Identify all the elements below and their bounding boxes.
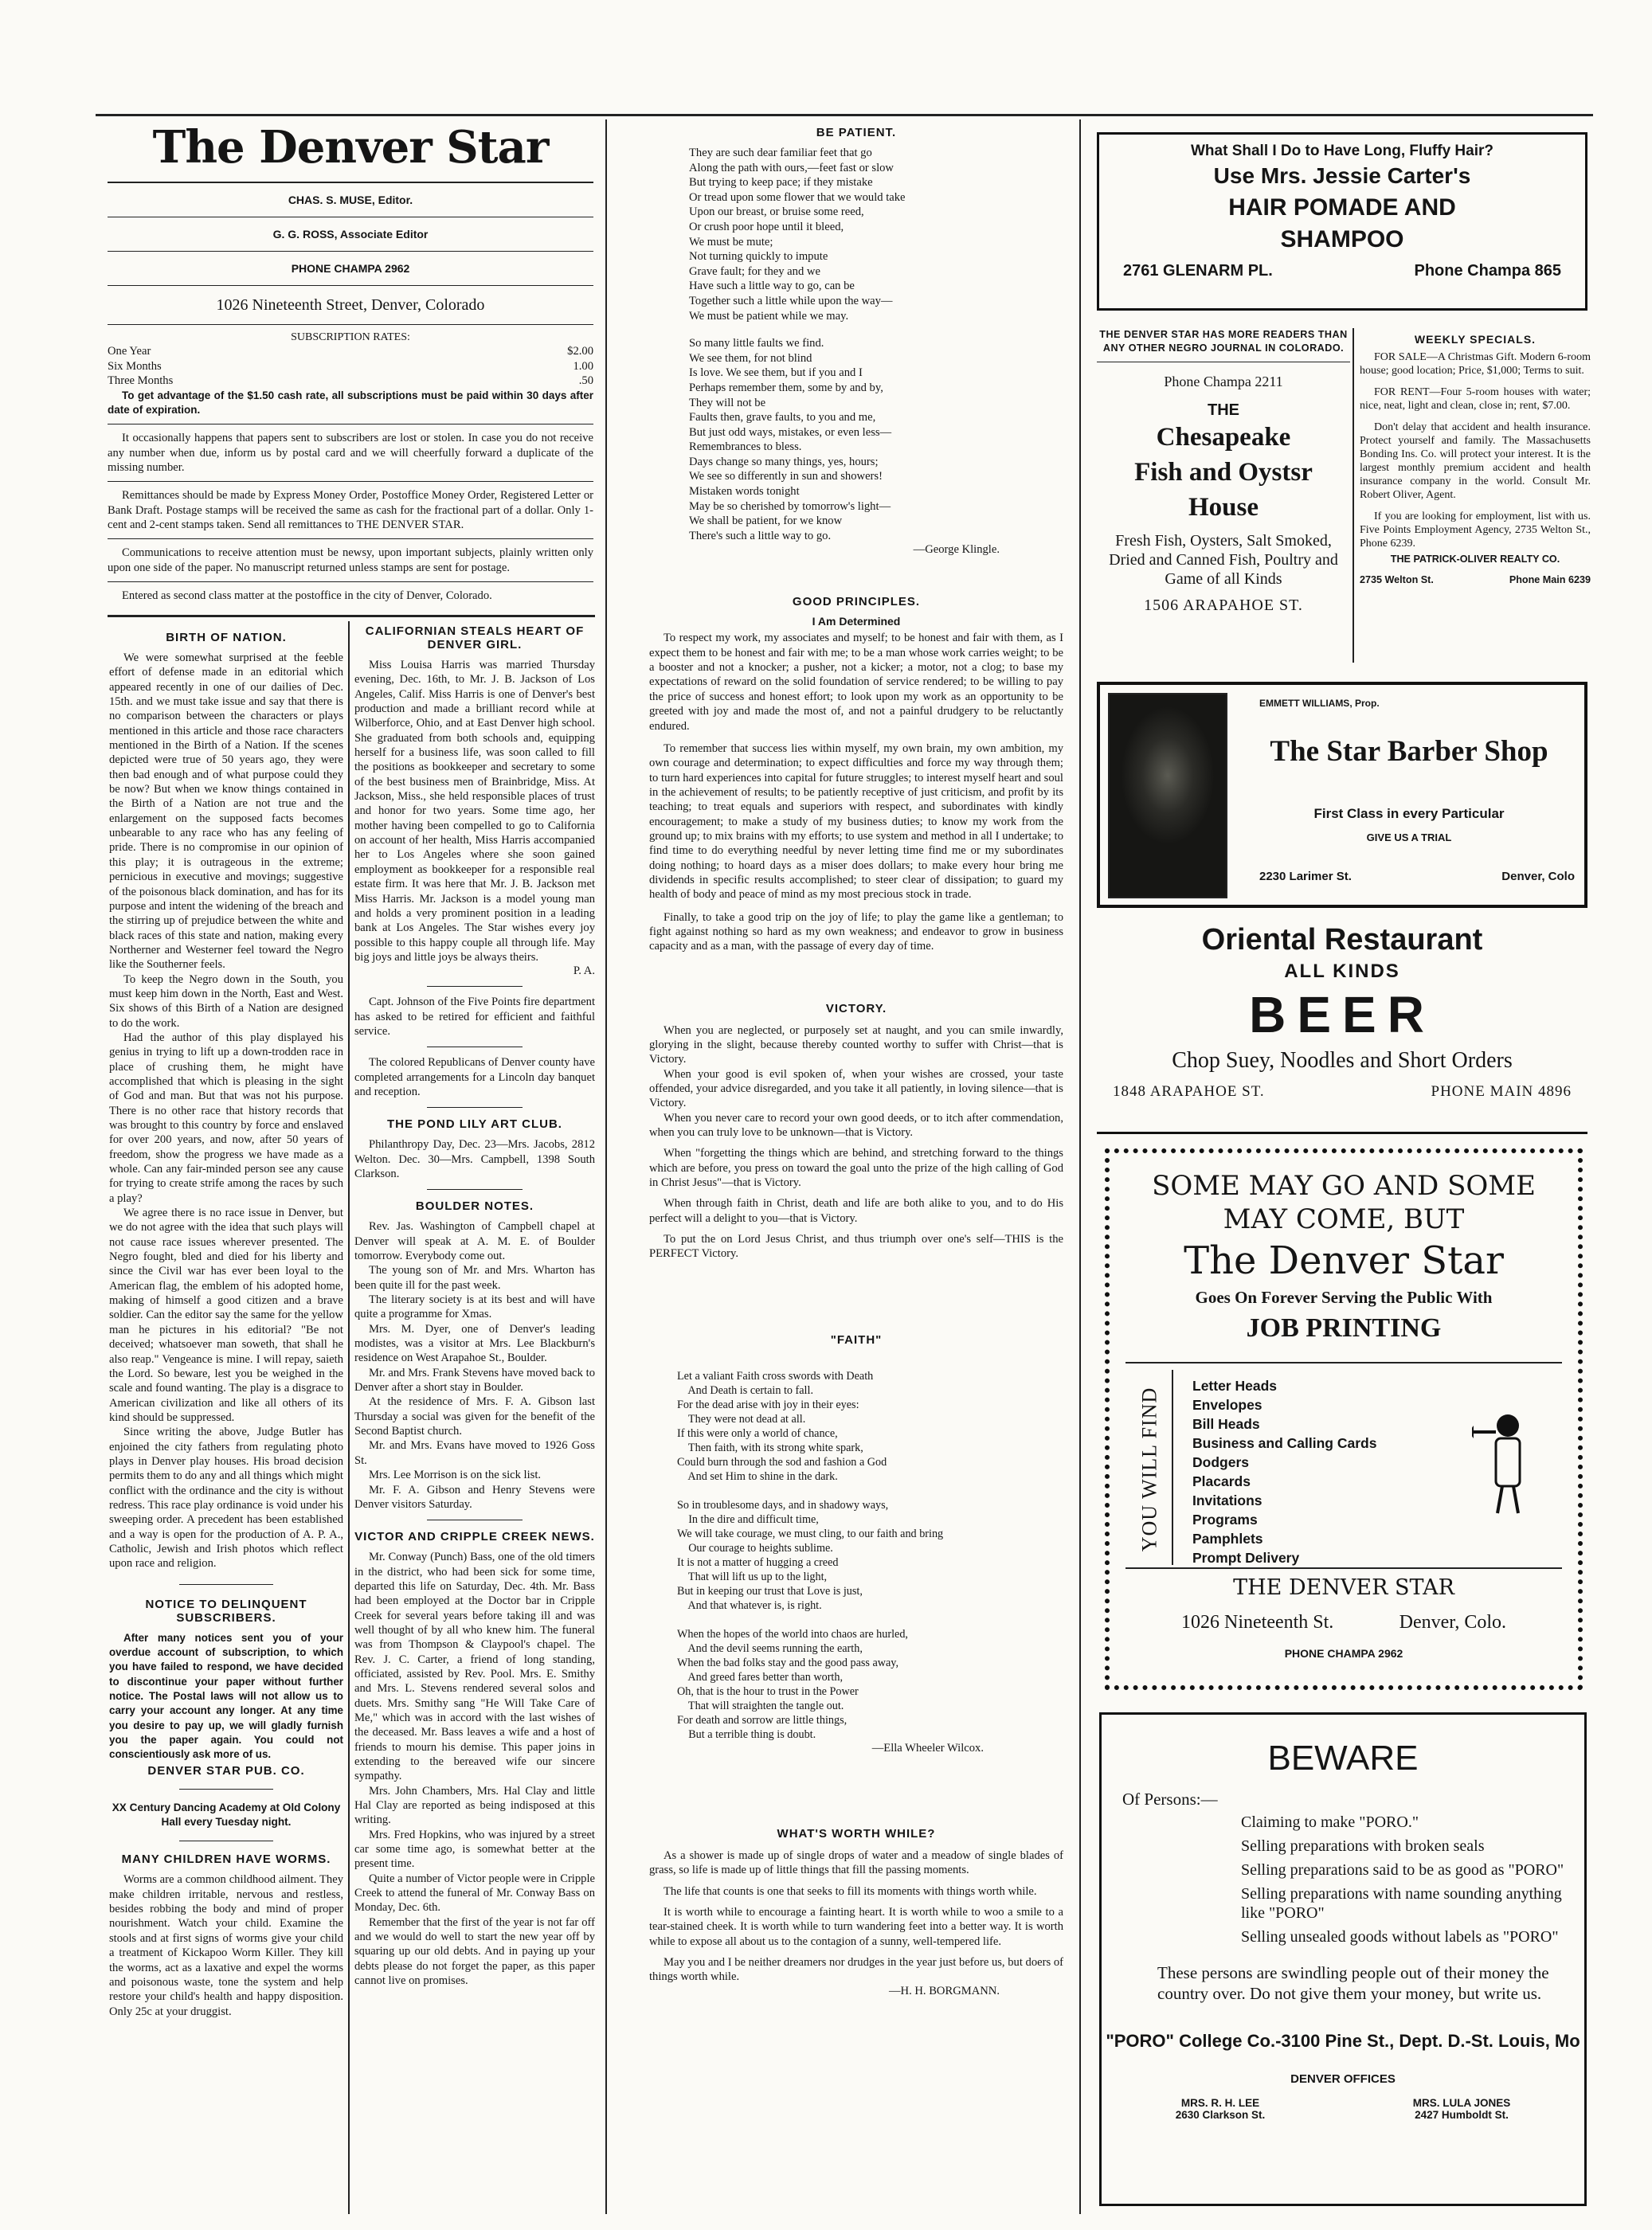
- barber-tagline: First Class in every Particular: [1313, 806, 1505, 821]
- article-heading: THE POND LILY ART CLUB.: [387, 1117, 562, 1132]
- article-paragraph: The colored Republicans of Denver county have completed arrangements for a Lincoln day banquet and reception.: [354, 1056, 595, 1098]
- specials-paragraph: If you are looking for employment, list with us. Five Points Employment Agency, 2735 Welton St., Phone 6239.: [1360, 511, 1591, 550]
- article-heading: BOULDER NOTES.: [415, 1199, 534, 1214]
- offices-heading: DENVER OFFICES: [1290, 2072, 1396, 2086]
- article-paragraph: When you never care to record your own good deeds, or to itch after commendation, when you can truly love to be unknown—that is Victory.: [649, 1111, 1063, 1140]
- divider: [179, 1789, 273, 1790]
- remit-note: Remittances should be made by Express Money Order, Postoffice Money Order, Registered Letter or Bank Draft. Postage stamps will be received the same as cash for the fractional part of a dollar. Only 1-cent and 2-cent stamps taken. Send all remittances to THE DENVER STAR.: [108, 489, 593, 531]
- ad-question: What Shall I Do to Have Long, Fluffy Hair?: [1190, 143, 1493, 159]
- printing-item: Placards: [1192, 1473, 1251, 1489]
- article-paragraph: Rev. Jas. Washington of Campbell chapel at Denver will speak at A. M. E. of Boulder tomorrow. Everybody come out.: [354, 1220, 595, 1262]
- barber-photo: [1108, 693, 1227, 898]
- restaurant-name: Oriental Restaurant: [1201, 923, 1483, 957]
- printing-item: Bill Heads: [1192, 1416, 1260, 1432]
- article-paragraph: To put the on Lord Jesus Christ, and thus triumph over one's self—THIS is the PERFECT Victory.: [649, 1233, 1063, 1261]
- poem-stanza: They are such dear familiar feet that go Along the path with ours,—feet fast or slow But trying to keep pace; if they mistake Or tread upon some flower that we would take Upon our breast, or bruise some reed, Or crush poor hope until it bleed, We must be mute; Not turning quickly to impute Grave fault; for they and we Have such a little way to go, can be Together such a little while upon the way— We must be patient while we may.: [689, 147, 906, 323]
- article-paragraph: Since writing the above, Judge Butler has enjoined the city fathers from regulating photo plays in Denver play houses. His broad decision permits them to do any and all things which might conflict with the ordinance and the city is without redress. This race play ordinance is void under his sweeping order. A precedent has been established and a way is open for the production of A. P. A., Catholic, Jewish and Irish photos which reflect upon race and religion.: [109, 1426, 343, 1571]
- side-label-box: [1125, 1370, 1173, 1565]
- article-paragraph: As a shower is made up of single drops of water and a meadow of single blades of grass, so life is made up of little things that fill the passing moments.: [649, 1849, 1063, 1877]
- divider: [108, 324, 593, 325]
- article-paragraph: Mr. Conway (Punch) Bass, one of the old timers in the district, who had been sick for some time, departed this life on Saturday, Dec. 4th. Mr. Bass had been employed at the Doctor bar in Cripple Creek for several years before taking ill and was well thought of by all who knew him. The funeral was from Thompson & Claypool's chapel. The Rev. J. C. Carter, a friend of long standing, officiated, assisted by Rev. Pool. Mrs. E. Smithy and Mrs. L. Stevens rendered several solos and duets. Mrs. Smithy sang "He Will Take Care of Me," which was in accord with the last wishes of the deceased. Mr. Bass leaves a wife and a host of friends to mourn his demise. This paper joins in extending to the bereaved wife our sincere sympathy.: [354, 1551, 595, 1783]
- office: MRS. LULA JONES 2427 Humboldt St.: [1412, 2097, 1511, 2121]
- printing-name: The Denver Star: [1184, 1238, 1504, 1283]
- article-paragraph: We were somewhat surprised at the feeble effort of defense made in an editorial which appeared recently in one of our dailies of Dec. 15th. and we must take issue and say that there is no comparison between the characters or plays mentioned in this article and those race characters mentioned in the Birth of a Nation. If the scenes depicted were true of 50 years ago, they were then bad enough and of what purpose could they be now? But when we know things contained in the Birth of a Nation are not true and the enlargement on the supposed facts becomes unbearable to any race who has any feeling of pride. There is no compromise in our opinion of this play; it is outrageous in the extreme; pernicious in executive and movings; suggestive of the poisonous black domination, and has for its purpose and intent the widening of the breach and the stirring up of prejudice between the white and black races of this state and nation, making every Northerner and Westerner feel toward the Negro like the Southerner feels.: [109, 651, 343, 972]
- hair-pomade-ad: [1097, 132, 1587, 311]
- delinquent-body: After many notices sent you of your overdue account of subscription, to which you have failed to respond, we have decided to discontinue your paper without further notice. The Postal laws will not allow us to carry your account any longer. At any time you desire to pay up, we will gladly furnish you the paper again. You could not conscientiously ask more of us.: [109, 1631, 343, 1761]
- article-paragraph: Mrs. Lee Morrison is on the sick list.: [369, 1469, 542, 1482]
- restaurant-menu: Chop Suey, Noodles and Short Orders: [1172, 1048, 1513, 1073]
- beware-of: Of Persons:—: [1122, 1790, 1218, 1809]
- entered-note: Entered as second class matter at the postoffice in the city of Denver, Colorado.: [122, 589, 492, 602]
- associate-editor: G. G. ROSS, Associate Editor: [272, 228, 429, 241]
- restaurant-all: ALL KINDS: [1284, 960, 1400, 982]
- article-paragraph: Finally, to take a good trip on the joy of life; to play the game like a gentleman; to fight against nothing so hard as my own weakness; and endeavor to grow in business capacity and as a man, with the passage of every day of time.: [649, 910, 1063, 953]
- article-paragraph: To respect my work, my associates and myself; to be honest and fair with them, as I expect them to be honest and fair with me; to be a man whose work carries weight; to be a booster and not a knocker; a pusher, not a kicker; a motor, not a clog; to base my expectations of reward on the solid foundation of service rendered; to be willing to pay the price of success and honest effort; to look upon my work as an opportunity to be greeted with joy and made the most of, and not a painful drudgery to be reluctantly endured.: [649, 632, 1063, 733]
- office: MRS. R. H. LEE 2630 Clarkson St.: [1175, 2097, 1266, 2121]
- poro-college: "PORO" College Co.-3100 Pine St., Dept. D.-St. Louis, Mo: [1106, 2031, 1580, 2051]
- article-paragraph: When your good is evil spoken of, when your wishes are crossed, your taste offended, your advice disregarded, and you take it all patiently, in loving silence—that is Victory.: [649, 1067, 1063, 1110]
- article-paragraph: The young son of Mr. and Mrs. Wharton has been quite ill for the past week.: [354, 1264, 595, 1292]
- article-paragraph: Mr. and Mrs. Evans have moved to 1926 Goss St.: [354, 1439, 595, 1467]
- beware-item: Selling preparations said to be as good as "PORO": [1241, 1861, 1564, 1879]
- printing-line: MAY COME, BUT: [1223, 1203, 1465, 1235]
- ad-line: SHAMPOO: [1280, 226, 1404, 252]
- printing-items: [1192, 1376, 1376, 1567]
- article-paragraph: May you and I be neither dreamers nor drudges in the year just before us, but doers of things worth while.: [649, 1955, 1063, 1984]
- chesapeake-phone: Phone Champa 2211: [1164, 374, 1283, 389]
- printing-goes: Goes On Forever Serving the Public With: [1195, 1288, 1493, 1307]
- article-paragraph: When "forgetting the things which are behind, and stretching forward to the things which are before, you press on toward the goal unto the prize of the high calling of God in Christ Jesus"—that is Victory.: [649, 1147, 1063, 1190]
- readership-note: THE DENVER STAR HAS MORE READERS THAN ANY OTHER NEGRO JOURNAL IN COLORADO.: [1099, 329, 1348, 354]
- printing-item: Envelopes: [1192, 1397, 1262, 1413]
- realty-footer: [1360, 574, 1591, 585]
- barber-shop-ad: [1097, 682, 1587, 908]
- delinquent-signature: DENVER STAR PUB. CO.: [147, 1763, 305, 1778]
- printing-phone: PHONE CHAMPA 2962: [1284, 1647, 1403, 1660]
- printing-item: Dodgers: [1192, 1454, 1249, 1470]
- ad-line: HAIR POMADE AND: [1228, 194, 1456, 221]
- article-paragraph: Mrs. Fred Hopkins, who was injured by a street car some time ago, is somewhat better at the present time.: [354, 1828, 595, 1871]
- second-column: [354, 621, 595, 2206]
- specials-paragraph: Don't delay that accident and health insurance. Protect yourself and family. The Massachusetts Bonding Ins. Co. will protect your interest. It is the largest monthly premium accident and health insurance company in the world. Consult Mr. Robert Oliver, Agent.: [1360, 421, 1591, 501]
- article-heading: NOTICE TO DELINQUENT SUBSCRIBERS.: [145, 1597, 307, 1625]
- article-heading: WHAT'S WORTH WHILE?: [777, 1826, 936, 1841]
- poem-author: —George Klingle.: [913, 543, 1000, 557]
- printing-item: Business and Calling Cards: [1192, 1435, 1377, 1451]
- poem-heading: "FAITH": [830, 1332, 883, 1347]
- realty-phone: Phone Main 6239: [1509, 574, 1591, 585]
- ad-phone: Phone Champa 865: [1414, 262, 1561, 280]
- printing-item: Prompt Delivery: [1192, 1550, 1300, 1566]
- article-paragraph: Worms are a common childhood ailment. They make children irritable, nervous and restless, besides robbing the body and mind of proper nourishment. Watch your child. Examine the stools and at first signs of worms give your child a treatment of Kickapoo Worm Killer. They kill the worms, act as a laxative and expel the worms and poisonous waste, tone the system and help restore your child's health and happy disposition. Only 25c at your druggist.: [109, 1873, 343, 2018]
- column-rule: [605, 119, 607, 2214]
- barber-trial: GIVE US A TRIAL: [1366, 831, 1452, 843]
- barber-city: Denver, Colo: [1501, 870, 1575, 883]
- rates-table: [108, 344, 593, 389]
- divider: [1125, 1567, 1562, 1569]
- barber-proprietor: EMMETT WILLIAMS, Prop.: [1259, 698, 1380, 709]
- divider: [108, 182, 593, 183]
- article-paragraph: It is worth while to encourage a fainting heart. It is worth while to woo a smile to a tear-stained cheek. It is worth while to turn wandering feet into a better way. It is worth while to expose all about us to the contagion of a sunny, well-tempered life.: [649, 1905, 1063, 1948]
- beware-ad: [1099, 1712, 1587, 2206]
- top-rule: [96, 114, 1593, 116]
- divider: [108, 251, 593, 252]
- article-paragraph: Quite a number of Victor people were in Cripple Creek to attend the funeral of Mr. Conway Bass on Monday, Dec. 6th.: [354, 1872, 595, 1915]
- article-paragraph: We agree there is no race issue in Denver, but we do not agree with the idea that such plays will not cause race issues wherever presented. The Negro fought, bled and died for his liberty and since the Civil war has ever been loyal to the American flag, the emblem of his adopted home, making of himself a good citizen and a brave soldier. Can the editor say the same for the yellow man he pictures in his editorial? "Be not deceived; whatsoever man soweth, that shall he also reap." Vengeance is mine. I will repay, saieth the Lord. So beware, lest you be weighed in the scale and found wanting. The play is a disgrace to American civilization and like all others of its kind should be suppressed.: [109, 1207, 343, 1424]
- ad-address: 2761 GLENARM PL.: [1123, 262, 1273, 280]
- beware-item: Claiming to make "PORO.": [1241, 1813, 1419, 1831]
- beware-item: Selling preparations with broken seals: [1241, 1837, 1485, 1855]
- article-paragraph: Mr. F. A. Gibson and Henry Stevens were Denver visitors Saturday.: [354, 1483, 595, 1511]
- article-paragraph: Remember that the first of the year is not far off and we would do well to start the new year off by squaring up our old debts. And in paying up your debts please do not forget the paper, as this paper cannot live on promises.: [354, 1915, 595, 1988]
- column-rule: [348, 621, 350, 2214]
- article-paragraph: The life that counts is one that seeks to fill its moments with things worth while.: [664, 1884, 1037, 1898]
- divider: [108, 538, 593, 539]
- article-heading: BIRTH OF NATION.: [166, 631, 287, 644]
- ad-line: Use Mrs. Jessie Carter's: [1213, 163, 1471, 188]
- cash-note: To get advantage of the $1.50 cash rate, all subscriptions must be paid within 30 days after date of expiration.: [108, 389, 593, 416]
- masthead: [108, 119, 593, 613]
- specials-paragraph: FOR SALE—A Christmas Gift. Modern 6-room house; good location; Price, $1,000; Terms to suit.: [1360, 351, 1591, 377]
- specials-paragraph: FOR RENT—Four 5-room houses with water; nice, neat, light and clean, close in; rent, $7.00.: [1360, 386, 1591, 412]
- divider: [108, 481, 593, 482]
- beware-warning: These persons are swindling people out of their money the country over. Do not give them your money, but write us.: [1157, 1963, 1549, 2003]
- chesapeake-address: 1506 ARAPAHOE ST.: [1144, 597, 1303, 614]
- printing-line: SOME MAY GO AND SOME: [1152, 1170, 1536, 1202]
- poem-author: —Ella Wheeler Wilcox.: [871, 1741, 984, 1755]
- article-paragraph: At the residence of Mrs. F. A. Gibson last Thursday a social was given for the benefit of the Second Baptist church.: [354, 1395, 595, 1438]
- chesapeake-name: Fish and Oystsr: [1134, 458, 1313, 487]
- weekly-specials: [1360, 328, 1591, 663]
- barber-name: The Star Barber Shop: [1270, 735, 1548, 768]
- article-heading: VICTORY.: [825, 1001, 887, 1015]
- article-paragraph: Mrs. John Chambers, Mrs. Hal Clay and little Hal Clay are reported as being indisposed at this writing.: [354, 1784, 595, 1827]
- divider: [427, 1189, 523, 1190]
- article-paragraph: Philanthropy Day, Dec. 23—Mrs. Jacobs, 2812 Welton. Dec. 30—Mrs. Campbell, 1398 South Clarkson.: [354, 1138, 595, 1180]
- article-author: —H. H. BORGMANN.: [888, 1984, 1000, 1997]
- divider: [427, 986, 523, 987]
- article-heading: MANY CHILDREN HAVE WORMS.: [121, 1852, 331, 1867]
- article-paragraph: Capt. Johnson of the Five Points fire department has asked to be retired for efficient and faithful service.: [354, 996, 595, 1038]
- masthead-bottom-rule: [108, 615, 595, 617]
- printing-job: JOB PRINTING: [1246, 1313, 1442, 1343]
- article-paragraph: The literary society is at its best and will have quite a programme for Xmas.: [354, 1293, 595, 1321]
- divider: [108, 285, 593, 286]
- article-paragraph: When you are neglected, or purposely set at naught, and you can smile inwardly, glorying in the slight, because thereby counted worthy to suffer with Christ—that is Victory.: [649, 1023, 1063, 1066]
- masthead-address: 1026 Nineteenth Street, Denver, Colorado: [216, 296, 485, 314]
- chesapeake-desc: Fresh Fish, Oysters, Salt Smoked, Dried and Canned Fish, Poultry and Game of all Kinds: [1109, 532, 1338, 588]
- beware-item: Selling unsealed goods without labels as "PORO": [1241, 1928, 1559, 1946]
- divider: [179, 1584, 273, 1585]
- printing-star: THE DENVER STAR: [1233, 1575, 1454, 1600]
- printing-address: 1026 Nineteenth St.: [1181, 1612, 1334, 1633]
- article-paragraph: Mrs. M. Dyer, one of Denver's leading modistes, was a visitor at Mrs. Lee Blackburn's residence on West Arapahoe St., Boulder.: [354, 1322, 595, 1365]
- job-printing-ad: [1105, 1148, 1583, 1690]
- bugler-icon: [1472, 1408, 1544, 1520]
- article-paragraph: To remember that success lies within myself, my own brain, my own ambition, my own courage and determination; to expect difficulties and force my way through them; to turn hard experiences into capital for future struggles; to interest myself heart and soul in the achievement of results; to be patiently receptive of just criticism, and profit by its teaching; to treat equals and superiors with respect, and subordinates with kindly encouragement; to make a study of my business duties; to know my work from the ground up; to mix brains with my efforts; to use system and method in all I undertake; to find time to do everything needful by never letting time find me or my subordinates doing nothing; to hoard days as a miser does dollars; to make every hour bring me dividends in specific results accomplished; to steer clear of dissipation; to guard my health of body and peace of mind as my most precious stock in trade.: [649, 741, 1063, 902]
- article-paragraph: Miss Louisa Harris was married Thursday evening, Dec. 16th, to Mr. J. B. Jackson of Los Angeles, Calif. Miss Harris is one of Denver's best production and made a brilliant record while at Wilberforce, Ohio, and at East Denver high school. She graduated from both schools and, equipping herself for a business life, was soon called to fill the positions as bookkeeper and secretary to some of the best business men of Brainbridge, Miss. At Jackson, Miss., she held responsible places of trust and honor for two years. Some time ago, her mother having been compelled to go to California on account of her health, Miss Harris accompanied her to Los Angeles where she soon gained employment as bookkeeper for a responsible real estate firm. It was here that Mr. J. B. Jackson met Miss Harris. Mr. Jackson is a model young man and holds a very prominent position in a leading bank at Los Angeles. The Star wishes every joy possible to this happy couple all through life. May big joys and little joys be always theirs.: [354, 659, 595, 964]
- article-heading: GOOD PRINCIPLES.: [792, 595, 921, 609]
- divider: [108, 581, 593, 582]
- column-rule: [1079, 119, 1081, 2214]
- barber-address: 2230 Larimer St.: [1259, 870, 1352, 883]
- article-paragraph: Mr. and Mrs. Frank Stevens have moved back to Denver after a short stay in Boulder.: [354, 1366, 595, 1395]
- article-paragraph: When through faith in Christ, death and life are both alike to you, and to do His perfect will a delight to you—that is Victory.: [649, 1197, 1063, 1225]
- masthead-title: The Denver Star: [152, 121, 549, 174]
- masthead-phone: PHONE CHAMPA 2962: [291, 262, 410, 275]
- article-paragraph: Had the author of this play displayed his genius in trying to lift up a down-trodden race in place of crushing them, he might have accomplished that which is pleasing in the sight of God and man. But that was not his purpose. There is no other race that history records that was brought to this country by force and enslaved for over 200 years, and now, after 50 years of freedom, show the progress we have made as a whole. Can any fair-minded person see any cause for trying to create strife among the races by such a play?: [109, 1031, 343, 1205]
- beware-title: BEWARE: [1267, 1739, 1419, 1778]
- lost-note: It occasionally happens that papers sent to subscribers are lost or stolen. In case you do not receive any number when due, inform us by postal card and we will cheerfully forward a duplicate of the missing number.: [108, 432, 593, 474]
- divider: [1125, 1362, 1562, 1363]
- middle-column: [649, 121, 1063, 2208]
- restaurant-footer: [1097, 1075, 1587, 1101]
- article-subheading: I Am Determined: [812, 615, 901, 628]
- rates-heading: SUBSCRIPTION RATES:: [291, 331, 410, 343]
- poem-stanza: So many little faults we find. We see them, for not blind Is love. We see them, but if you and I Perhaps remember them, some by and by, They will not be Faults then, grave faults, to you and me, But just odd ways, mistakes, or even less— Remembrances to bless. Days change so many things, yes, hours; We see so differently in sun and showers! Mistaken words tonight May be so cherished by tomorrow's light— We shall be patient, for we know There's such a little way to go.: [689, 337, 892, 542]
- poem-heading: BE PATIENT.: [816, 126, 897, 139]
- oriental-restaurant-ad: [1097, 914, 1587, 1134]
- restaurant-beer: BEER: [1249, 986, 1435, 1043]
- chesapeake-the: THE: [1208, 401, 1239, 419]
- dancing-notice: XX Century Dancing Academy at Old Colony Hall every Tuesday night.: [112, 1801, 341, 1829]
- printing-item: Pamphlets: [1192, 1531, 1263, 1547]
- chesapeake-column: [1097, 328, 1350, 663]
- article-heading: CALIFORNIAN STEALS HEART OF DENVER GIRL.: [365, 624, 585, 651]
- poem-body: Let a valiant Faith cross swords with Death And Death is certain to fall. For the dead arise with joy in their eyes: They were not dead at all. If this were only a world of chance, Then faith, with its strong white spark, Could burn through the sod and fashion a God And set Him to shine in the dark. So in troublesome days, and in shadowy ways, In the dire and difficult time, We will take courage, we must cling, to our faith and bring Our courage to heights sublime. It is not a matter of hugging a creed That will lift us up to the light, But in keeping our trust that Love is just, And that whatever is, is right. When the hopes of the world into chaos are hurled, And the devil seems running the earth, When the bad folks stay and the good pass away, And greed fares better than worth, Oh, that is the hour to trust in the Power That will straighten the tangle out. For death and sorrow are little things, But a terrible thing is doubt.: [677, 1369, 944, 1741]
- left-column: [109, 621, 343, 2206]
- column-rule: [1353, 328, 1354, 663]
- printing-item: Programs: [1192, 1512, 1258, 1528]
- side-label: YOU WILL FIND: [1137, 1387, 1161, 1552]
- editor: CHAS. S. MUSE, Editor.: [288, 194, 413, 206]
- offices: [1102, 2097, 1584, 2121]
- divider: [427, 1107, 523, 1108]
- specials-heading: WEEKLY SPECIALS.: [1414, 333, 1537, 346]
- comm-note: Communications to receive attention must be newsy, upon important subjects, plainly written only upon one side of the paper. No manuscript returned unless stamps are sent for postage.: [108, 546, 593, 574]
- restaurant-address: 1848 ARAPAHOE ST.: [1113, 1083, 1265, 1100]
- printing-item: Letter Heads: [1192, 1378, 1278, 1394]
- beware-item: Selling preparations with name sounding anything like "PORO": [1241, 1885, 1562, 1922]
- beware-list: [1241, 1813, 1568, 1946]
- article-paragraph: To keep the Negro down in the South, you must keep him down in the North, East and West. Six shows of this Birth of a Nation are designed to do the work.: [109, 972, 343, 1030]
- printing-city: Denver, Colo.: [1399, 1612, 1506, 1633]
- printing-item: Invitations: [1192, 1493, 1262, 1508]
- realty-address: 2735 Welton St.: [1360, 574, 1434, 585]
- article-heading: VICTOR AND CRIPPLE CREEK NEWS.: [354, 1530, 595, 1544]
- rate-row: Three Months .50: [108, 374, 593, 387]
- restaurant-phone: PHONE MAIN 4896: [1431, 1083, 1572, 1100]
- ad-footer: [1099, 256, 1585, 280]
- realty-firm: THE PATRICK-OLIVER REALTY CO.: [1390, 554, 1560, 565]
- chesapeake-name: Chesapeake: [1156, 423, 1291, 452]
- signature: P. A.: [573, 964, 595, 978]
- rate-row: One Year $2.00: [108, 345, 593, 358]
- rate-row: Six Months 1.00: [108, 359, 593, 373]
- chesapeake-name: House: [1188, 493, 1259, 522]
